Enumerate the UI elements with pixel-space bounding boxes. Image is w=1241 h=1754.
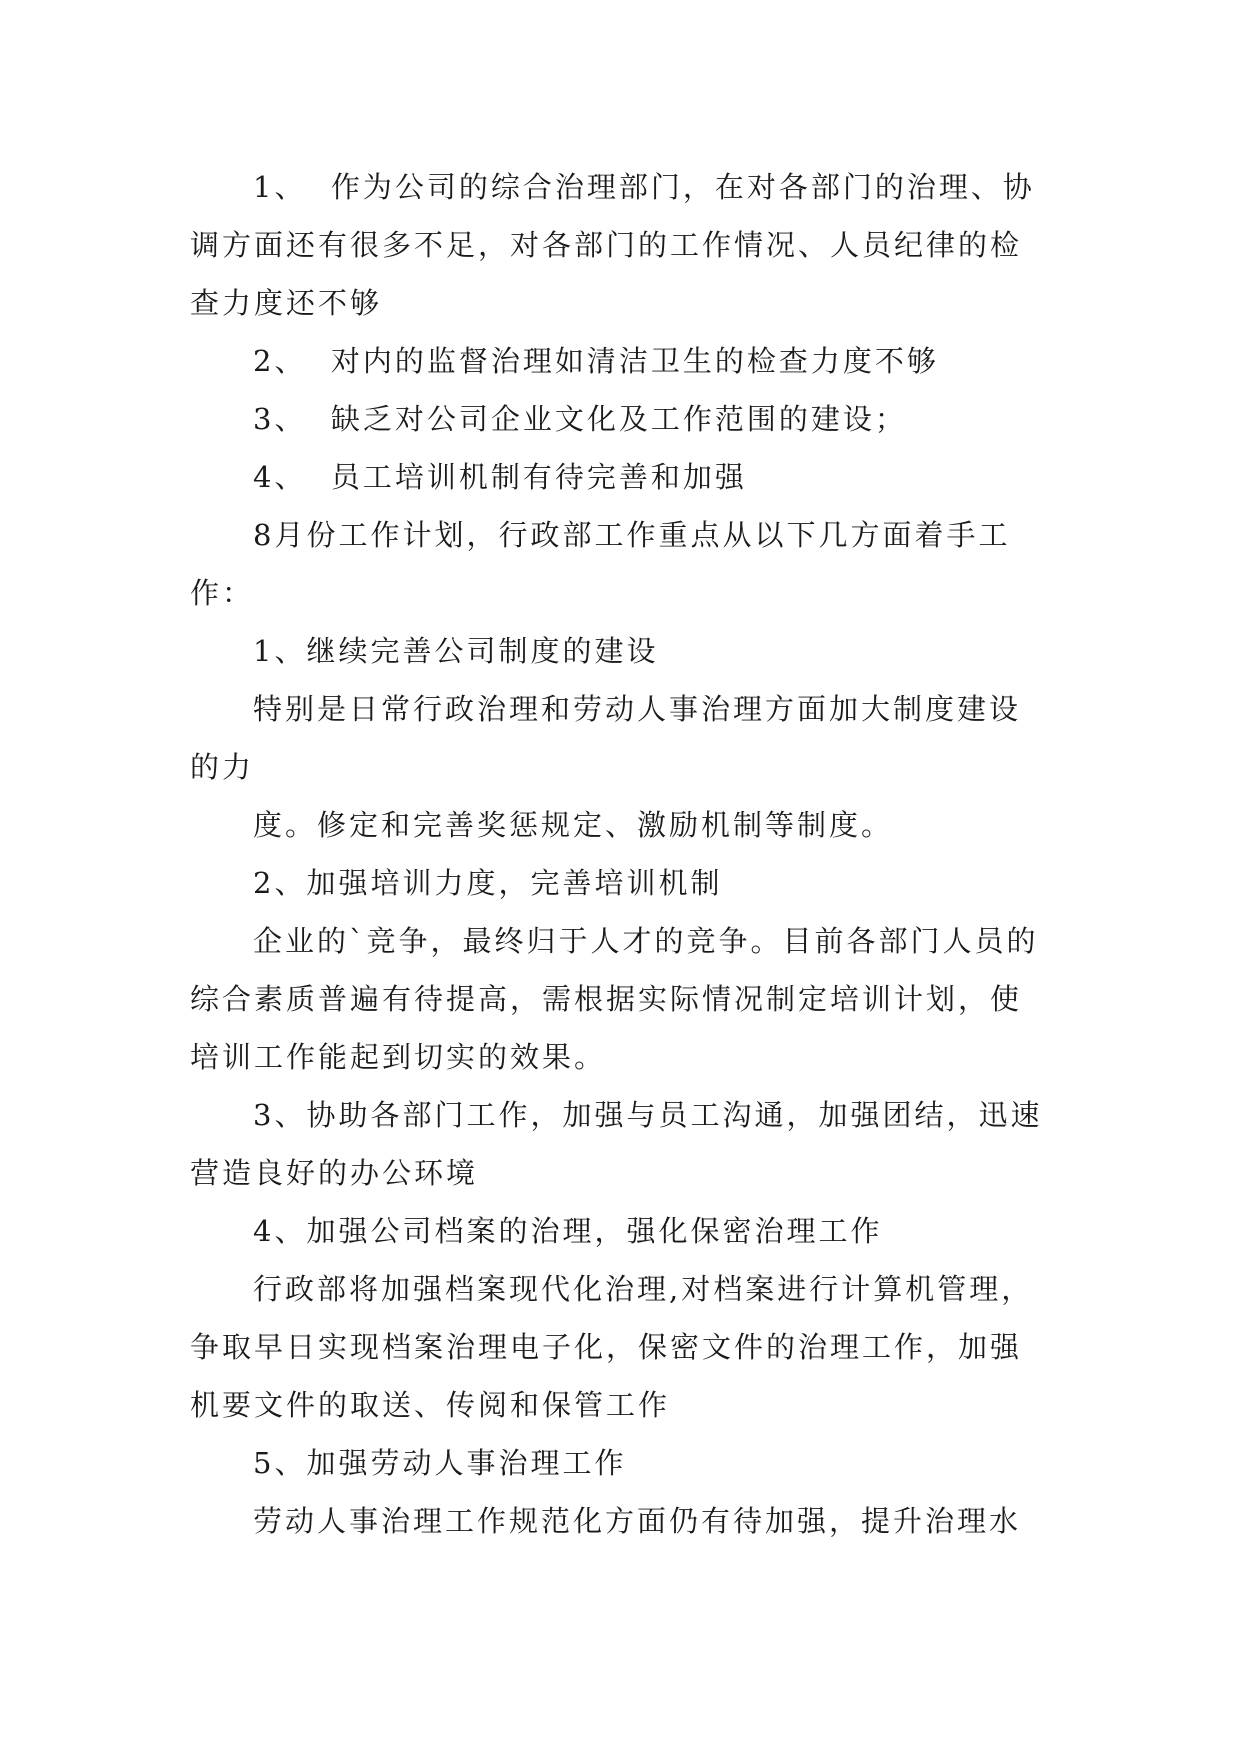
- paragraph-plan-4-heading: 4、加强公司档案的治理，强化保密治理工作: [253, 1214, 883, 1248]
- paragraph-plan-4-body: 行政部将加强档案现代化治理,对档案进行计算机管理，争取早日实现档案治理电子化，保密文件的治理工作，加强机要文件的取送、传阅和保管工作: [190, 1272, 1034, 1422]
- paragraph-plan-2-body: 企业的`竞争，最终归于人才的竞争。目前各部门人员的综合素质普遍有待提高，需根据实际情况制定培训计划，使培训工作能起到切实的效果。: [190, 924, 1039, 1074]
- paragraph-plan-3-heading: 3、协助各部门工作，加强与员工沟通，加强团结，迅速营造良好的办公环境: [190, 1098, 1043, 1190]
- paragraph-plan-2-heading: 2、加强培训力度，完善培训机制: [253, 866, 723, 900]
- paragraph-issue-1: 1、 作为公司的综合治理部门，在对各部门的治理、协调方面还有很多不足，对各部门的工作情况、人员纪律的检查力度还不够: [190, 170, 1035, 320]
- paragraph-plan-1-heading: 1、继续完善公司制度的建设: [253, 634, 659, 668]
- paragraph-plan-5-heading: 5、加强劳动人事治理工作: [253, 1446, 627, 1480]
- paragraph-plan-intro: 8月份工作计划，行政部工作重点从以下几方面着手工作：: [190, 518, 1011, 610]
- paragraph-plan-1-body-cont: 度。修定和完善奖惩规定、激励机制等制度。: [253, 808, 894, 842]
- document-body: [190, 158, 1050, 1550]
- paragraph-issue-4: 4、 员工培训机制有待完善和加强: [253, 460, 747, 494]
- paragraph-issue-2: 2、 对内的监督治理如清洁卫生的检查力度不够: [253, 344, 939, 378]
- paragraph-plan-5-body: 劳动人事治理工作规范化方面仍有待加强，提升治理水: [253, 1504, 1022, 1538]
- paragraph-plan-1-body: 特别是日常行政治理和劳动人事治理方面加大制度建设的力: [190, 692, 1022, 784]
- paragraph-issue-3: 3、 缺乏对公司企业文化及工作范围的建设；: [253, 402, 907, 436]
